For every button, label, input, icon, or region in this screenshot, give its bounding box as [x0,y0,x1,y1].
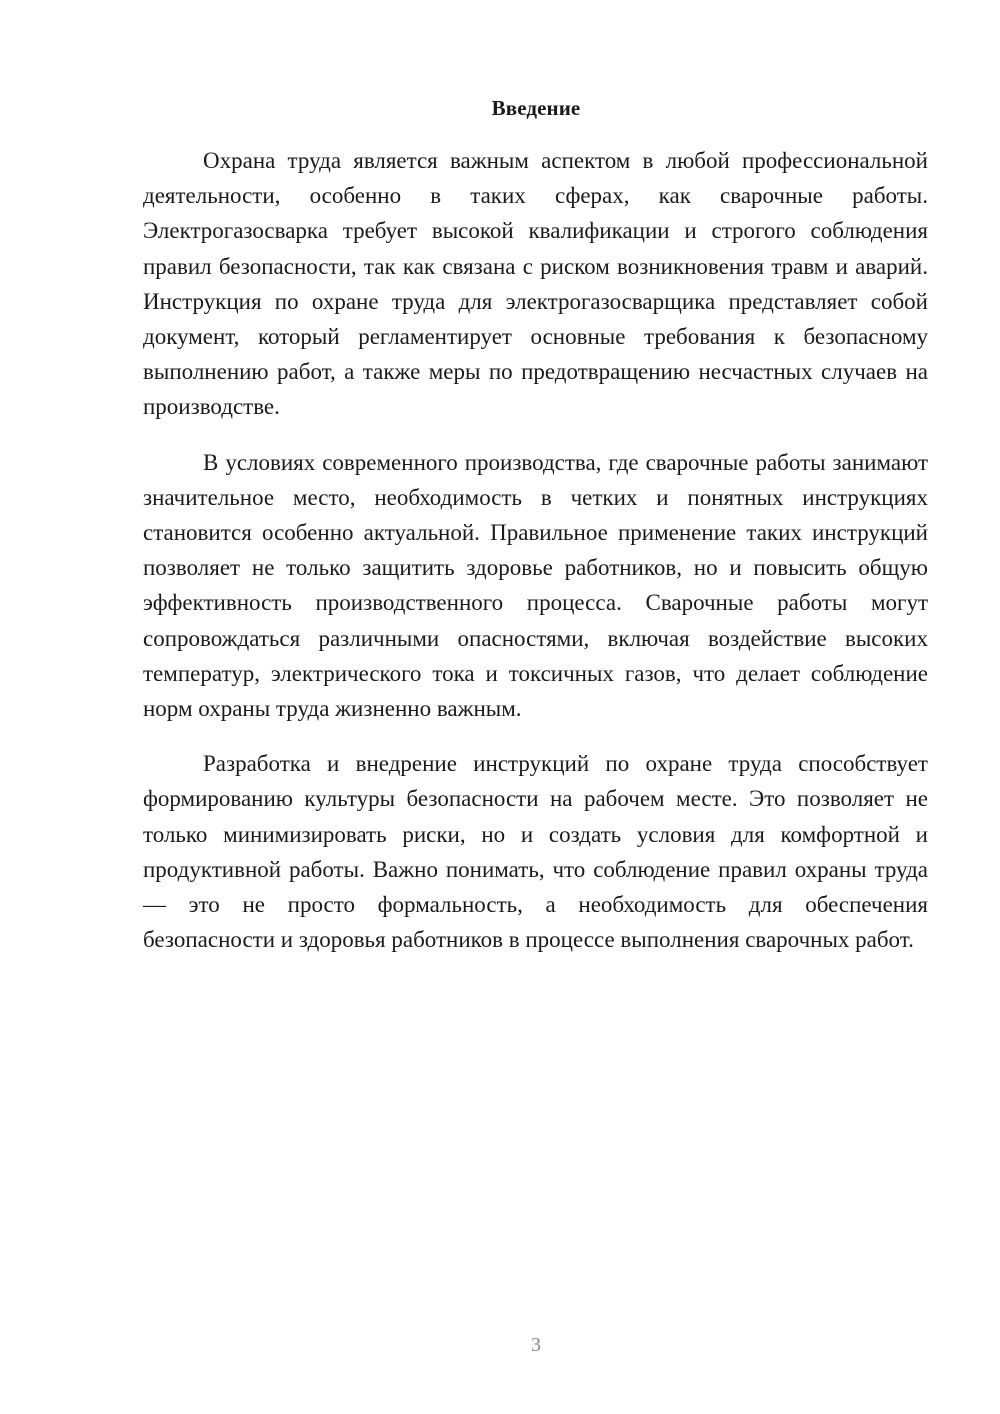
body-text [143,143,928,977]
paragraph-1: Охрана труда является важным аспектом в любой профессиональной деятельности, особенно в таких сферах, как сварочные работы. Электрогазосварка требует высокой квалификации и строгого соблюдения правил безопасности, так как связана с риском возникновения травм и аварий. Инструкция по охране труда для электрогазосварщика представляет собой документ, который регламентирует основные требования к безопасному выполнению работ, а также меры по предотвращению несчастных случаев на производстве. [143,148,928,420]
section-heading: Введение [491,96,581,120]
paragraph-2: В условиях современного производства, где сварочные работы занимают значительное место, необходимость в четких и понятных инструкциях становится особенно актуальной. Правильное применение таких инструкций позволяет не только защитить здоровье работников, но и повысить общую эффективность производственного процесса. Сварочные работы могут сопровождаться различными опасностями, включая воздействие высоких температур, электрического тока и токсичных газов, что делает соблюдение норм охраны труда жизненно важным. [143,449,928,722]
page-number: 3 [531,1334,541,1356]
paragraph-3: Разработка и внедрение инструкций по охране труда способствует формированию культуры безопасности на рабочем месте. Это позволяет не только минимизировать риски, но и создать условия для комфортной и продуктивной работы. Важно понимать, что соблюдение правил охраны труда — это не просто формальность, а необходимость для обеспечения безопасности и здоровья работников в процессе выполнения сварочных работ. [143,751,928,953]
